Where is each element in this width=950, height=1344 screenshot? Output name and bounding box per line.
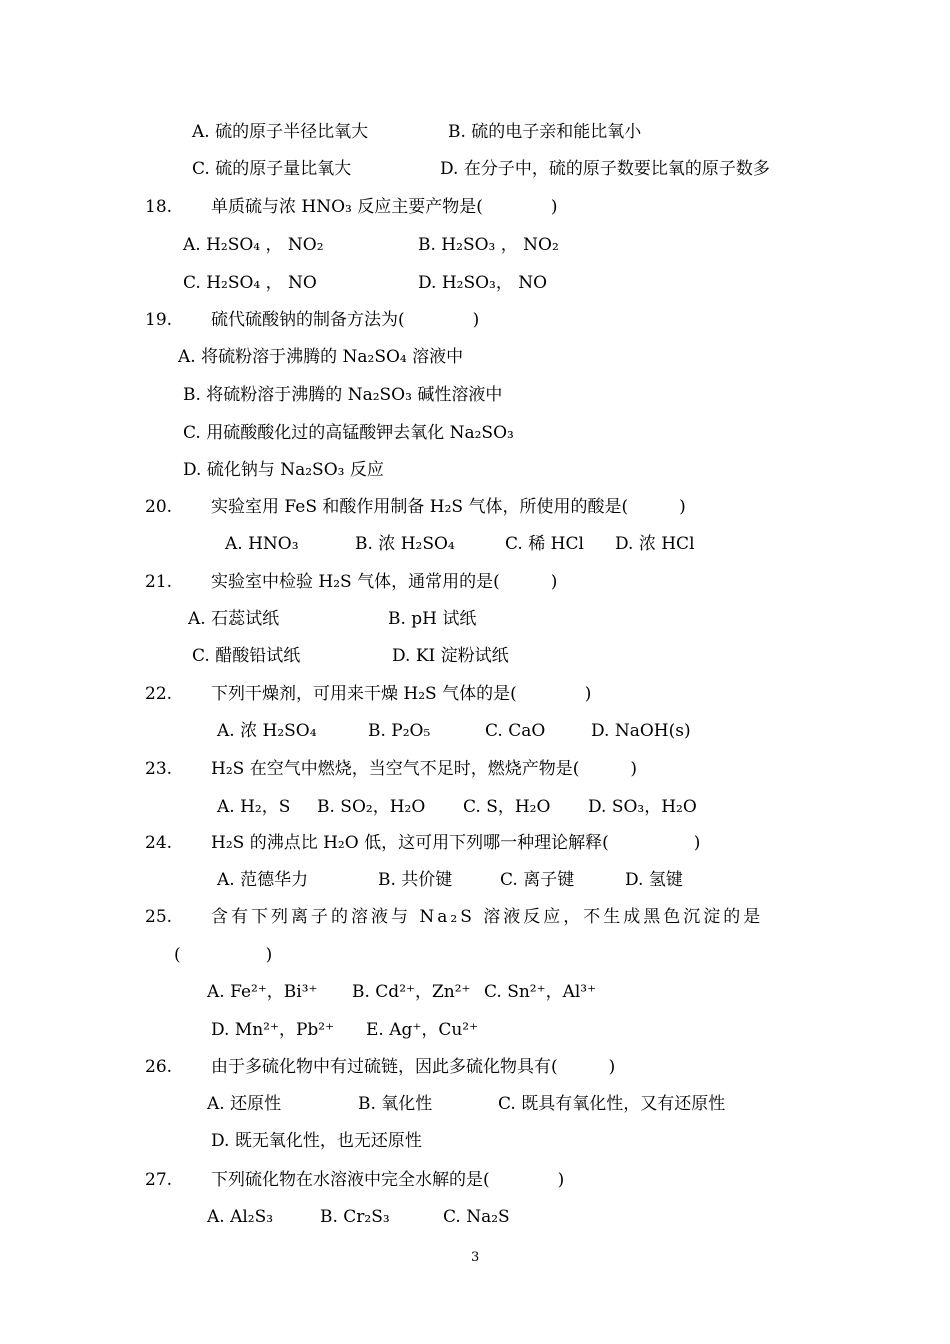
q18-number: 18. [145, 197, 173, 217]
q24-number: 24. [145, 833, 173, 853]
q27-number: 27. [145, 1170, 173, 1190]
q27-option-b: B. Cr₂S₃ [320, 1207, 390, 1227]
q21-option-c: C. 醋酸铅试纸 [192, 646, 301, 666]
q24-option-b: B. 共价键 [378, 870, 453, 890]
q20-option-c: C. 稀 HCl [505, 534, 584, 554]
q23-option-a: A. H₂，S [217, 797, 291, 817]
q17-option-b: B. 硫的电子亲和能比氧小 [448, 122, 642, 142]
q25-stem: 含有下列离子的溶液与 Na₂S 溶液反应，不生成黑色沉淀的是 [211, 907, 764, 927]
q19-option-c: C. 用硫酸酸化过的高锰酸钾去氧化 Na₂SO₃ [183, 423, 514, 443]
q26-option-d: D. 既无氧化性，也无还原性 [211, 1131, 422, 1151]
q21-stem: 实验室中检验 H₂S 气体，通常用的是( ) [211, 572, 558, 592]
q24-stem: H₂S 的沸点比 H₂O 低，这可用下列哪一种理论解释( ) [211, 833, 701, 853]
q20-stem: 实验室用 FeS 和酸作用制备 H₂S 气体，所使用的酸是( ) [211, 497, 686, 517]
q27-option-a: A. Al₂S₃ [207, 1207, 274, 1227]
q27-stem: 下列硫化物在水溶液中完全水解的是( ) [211, 1170, 565, 1190]
q18-option-b: B. H₂SO₃ ， NO₂ [418, 235, 559, 255]
q19-stem: 硫代硫酸钠的制备方法为( ) [211, 310, 480, 330]
q21-option-b: B. pH 试纸 [388, 609, 477, 629]
page-number: 3 [471, 1250, 480, 1265]
q20-option-b: B. 浓 H₂SO₄ [355, 534, 455, 554]
q26-number: 26. [145, 1057, 173, 1077]
q18-stem: 单质硫与浓 HNO₃ 反应主要产物是( ) [211, 197, 558, 217]
q20-number: 20. [145, 497, 173, 517]
q22-stem: 下列干燥剂，可用来干燥 H₂S 气体的是( ) [211, 684, 592, 704]
q23-stem: H₂S 在空气中燃烧，当空气不足时，燃烧产物是( ) [211, 759, 637, 779]
q26-option-b: B. 氧化性 [358, 1094, 433, 1114]
q17-option-d: D. 在分子中，硫的原子数要比氧的原子数多 [440, 159, 770, 179]
q19-option-a: A. 将硫粉溶于沸腾的 Na₂SO₄ 溶液中 [178, 347, 464, 367]
q23-option-c: C. S，H₂O [463, 797, 551, 817]
q22-option-b: B. P₂O₅ [368, 721, 431, 741]
q26-stem: 由于多硫化物中有过硫链，因此多硫化物具有( ) [211, 1057, 616, 1077]
q19-number: 19. [145, 310, 173, 330]
q22-option-d: D. NaOH(s) [591, 721, 691, 741]
q23-option-b: B. SO₂，H₂O [317, 797, 426, 817]
q21-option-d: D. KI 淀粉试纸 [392, 646, 509, 666]
q26-option-a: A. 还原性 [207, 1094, 282, 1114]
q21-option-a: A. 石蕊试纸 [188, 609, 280, 629]
q25-number: 25. [145, 907, 173, 927]
q22-option-a: A. 浓 H₂SO₄ [217, 721, 317, 741]
q22-option-c: C. CaO [485, 721, 546, 741]
q24-option-c: C. 离子键 [500, 870, 575, 890]
q26-option-c: C. 既具有氧化性，又有还原性 [498, 1094, 726, 1114]
q20-option-d: D. 浓 HCl [615, 534, 695, 554]
q25-stem-paren: ( ) [174, 945, 273, 965]
q24-option-d: D. 氢键 [625, 870, 683, 890]
q20-option-a: A. HNO₃ [225, 534, 299, 554]
q24-option-a: A. 范德华力 [217, 870, 309, 890]
q23-number: 23. [145, 759, 173, 779]
q18-option-d: D. H₂SO₃， NO [418, 273, 548, 293]
q19-option-b: B. 将硫粉溶于沸腾的 Na₂SO₃ 碱性溶液中 [183, 385, 503, 405]
q25-option-e: E. Ag⁺，Cu²⁺ [366, 1020, 479, 1040]
q27-option-c: C. Na₂S [443, 1207, 510, 1227]
q22-number: 22. [145, 684, 173, 704]
q25-option-c: C. Sn²⁺，Al³⁺ [484, 982, 597, 1002]
q18-option-c: C. H₂SO₄ ， NO [183, 273, 317, 293]
q17-option-c: C. 硫的原子量比氧大 [192, 159, 352, 179]
q21-number: 21. [145, 572, 173, 592]
q18-option-a: A. H₂SO₄ ， NO₂ [183, 235, 324, 255]
q19-option-d: D. 硫化钠与 Na₂SO₃ 反应 [183, 460, 384, 480]
q17-option-a: A. 硫的原子半径比氧大 [192, 122, 369, 142]
q25-option-b: B. Cd²⁺，Zn²⁺ [352, 982, 471, 1002]
q25-option-d: D. Mn²⁺，Pb²⁺ [211, 1020, 335, 1040]
q25-option-a: A. Fe²⁺，Bi³⁺ [207, 982, 318, 1002]
q23-option-d: D. SO₃，H₂O [588, 797, 697, 817]
